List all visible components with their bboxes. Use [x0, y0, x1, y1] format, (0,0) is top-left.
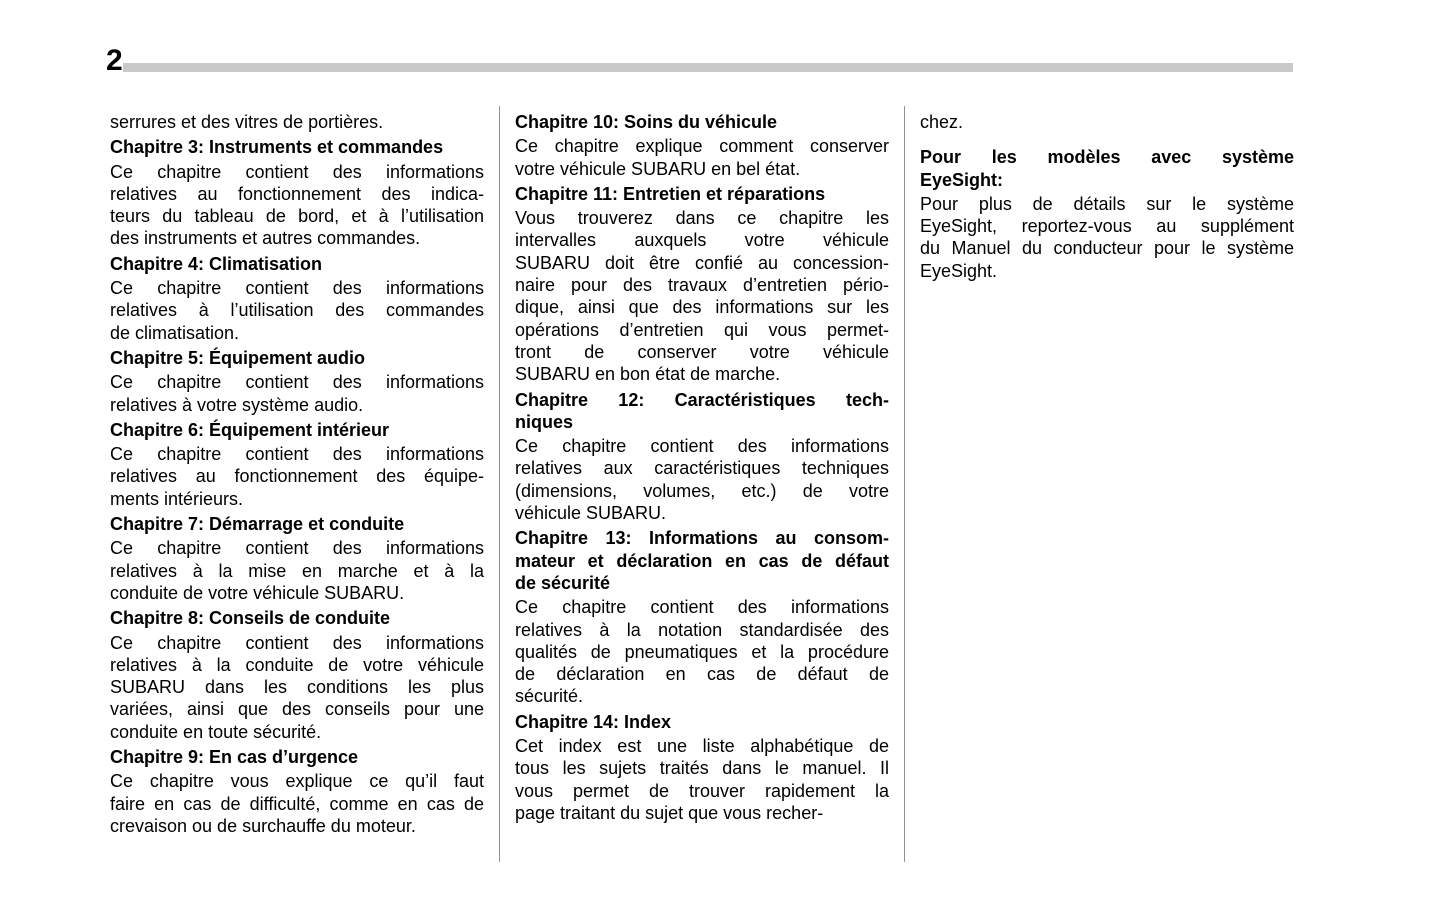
text-line: SUBARU dans les conditions les plus — [110, 677, 484, 698]
text-line: de sécurité — [515, 572, 611, 593]
text-line: qualités de pneumatiques et la procédure — [515, 641, 889, 662]
text-line: Chapitre 9: En cas d’urgence — [110, 747, 359, 768]
text-line: variées, ainsi que des conseils pour une — [110, 699, 484, 720]
chapter-heading — [110, 419, 484, 441]
content-columns — [110, 106, 1294, 862]
text-line: teurs du tableau de bord, et à l’utilisation — [110, 206, 484, 227]
text-line: Chapitre 6: Équipement intérieur — [110, 419, 390, 440]
paragraph — [515, 135, 889, 180]
paragraph — [110, 770, 484, 837]
column-divider-2 — [904, 106, 905, 862]
text-line: Ce chapitre contient des informations — [515, 597, 889, 618]
column-3 — [920, 106, 1294, 282]
paragraph — [110, 111, 484, 133]
text-line: conduite de votre véhicule SUBARU. — [110, 582, 405, 603]
text-line: Pour les modèles avec système — [920, 147, 1294, 168]
text-line: Ce chapitre contient des informations — [110, 278, 484, 299]
text-line: tous les sujets traités dans le manuel. Il — [515, 758, 889, 779]
text-line: relatives à votre système audio. — [110, 394, 364, 415]
text-line: faire en cas de difficulté, comme en cas de — [110, 793, 484, 814]
text-line: sécurité. — [515, 686, 584, 707]
text-line: niques — [515, 411, 574, 432]
text-line: Pour plus de détails sur le système — [920, 193, 1294, 214]
text-line: Chapitre 7: Démarrage et conduite — [110, 514, 405, 535]
paragraph — [110, 537, 484, 604]
paragraph — [110, 277, 484, 344]
text-line: de climatisation. — [110, 322, 240, 343]
column-divider-1 — [499, 106, 500, 862]
column-2 — [515, 106, 889, 824]
text-line: intervalles auxquels votre véhicule — [515, 230, 889, 251]
text-line: véhicule SUBARU. — [515, 503, 667, 524]
text-line: ments intérieurs. — [110, 488, 244, 509]
chapter-heading — [515, 183, 889, 205]
text-line: votre véhicule SUBARU en bel état. — [515, 158, 801, 179]
text-line: relatives à la notation standardisée des — [515, 619, 889, 640]
text-line: relatives au fonctionnement des équipe- — [110, 466, 484, 487]
paragraph — [110, 443, 484, 510]
text-line: Ce chapitre vous explique ce qu’il faut — [110, 771, 484, 792]
text-line: Ce chapitre contient des informations — [110, 444, 484, 465]
text-line: mateur et déclaration en cas de défaut — [515, 550, 889, 571]
chapter-heading — [920, 146, 1294, 191]
chapter-heading — [515, 711, 889, 733]
text-line: SUBARU en bon état de marche. — [515, 364, 781, 385]
paragraph — [515, 207, 889, 385]
text-line: de déclaration en cas de défaut de — [515, 664, 889, 685]
text-line: (dimensions, volumes, etc.) de votre — [515, 480, 889, 501]
text-line: relatives au fonctionnement des indica- — [110, 183, 484, 204]
text-line: Chapitre 13: Informations au consom- — [515, 528, 889, 549]
text-line: Chapitre 3: Instruments et commandes — [110, 137, 444, 158]
chapter-heading — [515, 527, 889, 594]
text-line: chez. — [920, 112, 964, 132]
text-line: Ce chapitre contient des informations — [110, 161, 484, 182]
text-line: EyeSight, reportez-vous au supplément — [920, 216, 1294, 237]
text-line: Chapitre 8: Conseils de conduite — [110, 608, 391, 629]
paragraph — [110, 632, 484, 743]
text-line: tront de conserver votre véhicule — [515, 341, 889, 362]
chapter-heading — [515, 389, 889, 434]
text-line: relatives à l’utilisation des commandes — [110, 300, 484, 321]
chapter-heading — [110, 253, 484, 275]
text-line: EyeSight: — [920, 169, 1004, 190]
text-line: relatives à la mise en marche et à la — [110, 560, 484, 581]
text-line: du Manuel du conducteur pour le système — [920, 238, 1294, 259]
chapter-heading — [515, 111, 889, 133]
text-line: Chapitre 5: Équipement audio — [110, 347, 366, 368]
text-line: des instruments et autres commandes. — [110, 228, 421, 249]
text-line: Chapitre 10: Soins du véhicule — [515, 112, 778, 132]
text-line: EyeSight. — [920, 260, 998, 281]
chapter-heading — [110, 136, 484, 158]
chapter-heading — [110, 347, 484, 369]
header-rule — [123, 63, 1293, 72]
paragraph — [110, 371, 484, 416]
text-line: Chapitre 12: Caractéristiques tech- — [515, 389, 889, 410]
paragraph — [110, 161, 484, 250]
text-line: dique, ainsi que des informations sur les — [515, 297, 889, 318]
text-line: Ce chapitre contient des informations — [110, 372, 484, 393]
text-line: relatives aux caractéristiques techniques — [515, 458, 889, 479]
text-line: SUBARU doit être confié au concession- — [515, 252, 889, 273]
text-line: opérations d’entretien qui vous permet- — [515, 319, 889, 340]
text-line: vous permet de trouver rapidement la — [515, 780, 889, 801]
text-line: Ce chapitre contient des informations — [515, 436, 889, 457]
text-line: serrures et des vitres de portières. — [110, 112, 384, 132]
text-line: Chapitre 4: Climatisation — [110, 253, 323, 274]
text-line: Chapitre 11: Entretien et réparations — [515, 183, 826, 204]
text-line: crevaison ou de surchauffe du moteur. — [110, 815, 416, 836]
text-line: Cet index est une liste alphabétique de — [515, 736, 889, 757]
chapter-heading — [110, 513, 484, 535]
text-line: naire pour des travaux d’entretien pério- — [515, 275, 889, 296]
column-1 — [110, 106, 484, 837]
paragraph — [515, 435, 889, 524]
text-line: Vous trouverez dans ce chapitre les — [515, 208, 889, 229]
paragraph — [515, 735, 889, 824]
paragraph — [920, 111, 1294, 133]
paragraph — [515, 596, 889, 707]
text-line: Ce chapitre contient des informations — [110, 632, 484, 653]
text-line: conduite en toute sécurité. — [110, 721, 322, 742]
text-line: relatives à la conduite de votre véhicule — [110, 654, 484, 675]
text-line: Ce chapitre explique comment conserver — [515, 136, 889, 157]
text-line: Ce chapitre contient des informations — [110, 538, 484, 559]
page-number: 2 — [106, 44, 123, 77]
paragraph — [920, 193, 1294, 282]
chapter-heading — [110, 607, 484, 629]
text-line: page traitant du sujet que vous recher- — [515, 802, 824, 823]
chapter-heading — [110, 746, 484, 768]
text-line: Chapitre 14: Index — [515, 711, 672, 732]
